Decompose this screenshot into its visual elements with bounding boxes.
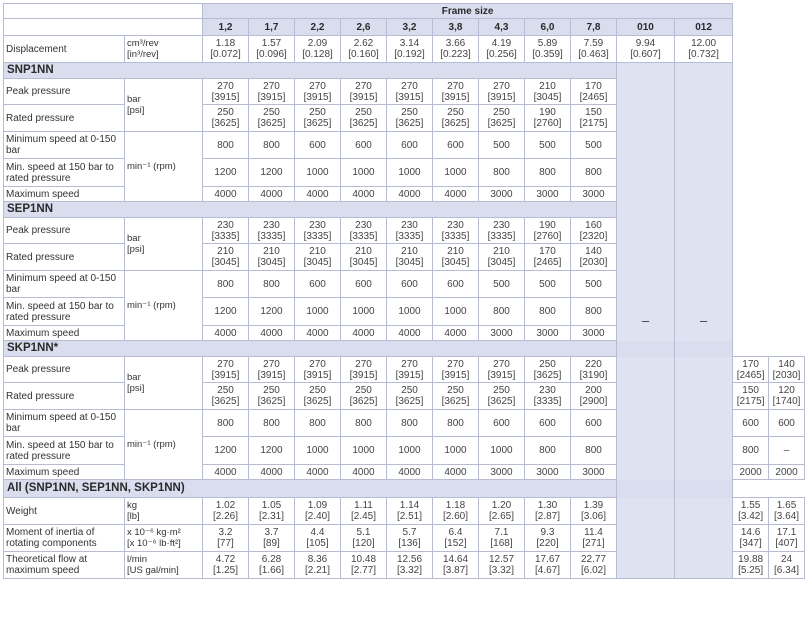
value-cell: 800	[203, 132, 249, 159]
value-cell: 3.14 [0.192]	[387, 36, 433, 63]
value-cell: 4.72 [1.25]	[203, 552, 249, 579]
value-cell: 1200	[249, 437, 295, 465]
row-label: Minimum speed at 0-150 bar	[4, 132, 125, 159]
table-row	[4, 341, 805, 357]
value-cell: 4000	[203, 326, 249, 341]
value-cell: 800	[249, 271, 295, 298]
frame-size-010: 010	[617, 19, 675, 36]
value-cell: 24 [6.34]	[769, 552, 805, 579]
value-cell: 230 [3335]	[525, 383, 571, 410]
row-label: Theoretical flow at maximum speed	[4, 552, 125, 579]
table-row	[4, 36, 805, 63]
row-label: Maximum speed	[4, 465, 125, 480]
row-label: Weight	[4, 498, 125, 525]
unit-pressure: bar [psi]	[125, 79, 203, 132]
value-cell: 8.36 [2.21]	[295, 552, 341, 579]
frame-size-7-8: 7,8	[571, 19, 617, 36]
value-cell: 220 [3190]	[571, 357, 617, 383]
value-cell: 600	[387, 132, 433, 159]
value-cell: 270 [3915]	[479, 357, 525, 383]
value-cell: 150 [2175]	[571, 105, 617, 132]
value-cell: 170 [2465]	[525, 244, 571, 271]
value-cell: 17.1 [407]	[769, 525, 805, 552]
row-label: Min. speed at 150 bar to rated pressure	[4, 298, 125, 326]
value-cell: 1200	[203, 159, 249, 187]
value-cell: 210 [3045]	[433, 244, 479, 271]
row-label: Maximum speed	[4, 326, 125, 341]
header-blank	[4, 4, 203, 19]
value-cell: 800	[341, 410, 387, 437]
value-cell: 1.09 [2.40]	[295, 498, 341, 525]
value-cell: 1000	[295, 298, 341, 326]
value-cell: 3000	[525, 465, 571, 480]
frame-size-1-2: 1,2	[203, 19, 249, 36]
value-cell: 500	[525, 132, 571, 159]
value-cell: 140 [2030]	[769, 357, 805, 383]
value-cell: 1.18 [2.60]	[433, 498, 479, 525]
value-cell: 4.19 [0.256]	[479, 36, 525, 63]
value-cell: 9.3 [220]	[525, 525, 571, 552]
value-cell: 1200	[249, 298, 295, 326]
frame-size-3-8: 3,8	[433, 19, 479, 36]
value-cell: 800	[733, 437, 769, 465]
value-cell: 1000	[433, 159, 479, 187]
value-cell: 800	[479, 159, 525, 187]
value-cell: 1000	[295, 159, 341, 187]
value-cell: 800	[525, 437, 571, 465]
value-cell: 12.56 [3.32]	[387, 552, 433, 579]
value-cell: 170 [2465]	[571, 79, 617, 105]
value-cell: 4000	[433, 465, 479, 480]
value-cell: 7.1 [168]	[479, 525, 525, 552]
value-cell: 800	[571, 298, 617, 326]
section-title: SEP1NN	[4, 202, 617, 218]
value-cell: 210 [3045]	[249, 244, 295, 271]
value-cell: 140 [2030]	[571, 244, 617, 271]
row-label: Maximum speed	[4, 187, 125, 202]
value-cell: 1.57 [0.096]	[249, 36, 295, 63]
section-title: SKP1NN*	[4, 341, 733, 357]
value-cell: 1000	[295, 437, 341, 465]
value-cell: 5.1 [120]	[341, 525, 387, 552]
frame-size-2-2: 2,2	[295, 19, 341, 36]
value-cell: 4000	[341, 465, 387, 480]
value-cell: 2000	[733, 465, 769, 480]
value-cell: 800	[479, 298, 525, 326]
value-cell: 120 [1740]	[769, 383, 805, 410]
value-cell: 210 [3045]	[525, 79, 571, 105]
value-cell: 1000	[387, 437, 433, 465]
value-cell: 3.2 [77]	[203, 525, 249, 552]
value-cell: 1000	[387, 298, 433, 326]
value-cell: 200 [2900]	[571, 383, 617, 410]
value-cell: 270 [3915]	[249, 79, 295, 105]
value-cell: 600	[341, 132, 387, 159]
header-blank	[4, 19, 203, 36]
value-cell: 600	[733, 410, 769, 437]
value-cell: 800	[571, 159, 617, 187]
value-cell: 4000	[387, 465, 433, 480]
value-cell: 4000	[341, 187, 387, 202]
table-row	[4, 19, 805, 36]
value-cell: 3000	[571, 326, 617, 341]
value-cell: 2000	[769, 465, 805, 480]
value-cell: 500	[571, 271, 617, 298]
value-cell: 230 [3335]	[387, 218, 433, 244]
value-cell: 3000	[571, 187, 617, 202]
value-cell: 210 [3045]	[387, 244, 433, 271]
unit-speed: min⁻¹ (rpm)	[125, 132, 203, 202]
value-cell: 250 [3625]	[203, 383, 249, 410]
value-cell: 270 [3915]	[387, 357, 433, 383]
value-cell: 210 [3045]	[479, 244, 525, 271]
value-cell: 14.6 [347]	[733, 525, 769, 552]
value-cell: 250 [3625]	[525, 357, 571, 383]
table-row	[4, 480, 805, 498]
value-cell: 500	[571, 132, 617, 159]
value-cell: 2.62 [0.160]	[341, 36, 387, 63]
unit-speed: min⁻¹ (rpm)	[125, 410, 203, 480]
value-cell: 1200	[203, 298, 249, 326]
value-cell: 800	[249, 410, 295, 437]
value-cell: 14.64 [3.87]	[433, 552, 479, 579]
unavailable-cell-012: –	[675, 63, 733, 579]
frame-size-4-3: 4,3	[479, 19, 525, 36]
section-title: SNP1NN	[4, 63, 617, 79]
value-cell: 230 [3335]	[433, 218, 479, 244]
value-cell: 4000	[433, 187, 479, 202]
value-cell: 12.57 [3.32]	[479, 552, 525, 579]
value-cell: 5.7 [136]	[387, 525, 433, 552]
frame-size-2-6: 2,6	[341, 19, 387, 36]
value-cell: 600	[341, 271, 387, 298]
value-cell: 22.77 [6.02]	[571, 552, 617, 579]
value-cell: 1.55 [3.42]	[733, 498, 769, 525]
value-cell: 250 [3625]	[341, 105, 387, 132]
value-cell: 170 [2465]	[733, 357, 769, 383]
section-title: All (SNP1NN, SEP1NN, SKP1NN)	[4, 480, 733, 498]
unavailable-cell-010: –	[617, 63, 675, 579]
value-cell: 3000	[571, 465, 617, 480]
value-cell: 1000	[433, 437, 479, 465]
value-cell: 4000	[249, 187, 295, 202]
value-cell: 160 [2320]	[571, 218, 617, 244]
row-label: Peak pressure	[4, 79, 125, 105]
value-cell: 270 [3915]	[479, 79, 525, 105]
value-cell: 270 [3915]	[341, 79, 387, 105]
value-cell: 4000	[341, 326, 387, 341]
value-cell: 600	[295, 271, 341, 298]
value-cell: 17.67 [4.67]	[525, 552, 571, 579]
unit-pressure: bar [psi]	[125, 218, 203, 271]
value-cell: 4000	[249, 465, 295, 480]
value-cell: 1200	[203, 437, 249, 465]
value-cell: 1000	[433, 298, 479, 326]
value-cell: 4000	[295, 465, 341, 480]
value-cell: 250 [3625]	[433, 105, 479, 132]
value-cell: 12.00 [0.732]	[675, 36, 733, 63]
unit-cell: l/min [US gal/min]	[125, 552, 203, 579]
value-cell: 230 [3335]	[295, 218, 341, 244]
value-cell: 250 [3625]	[387, 105, 433, 132]
value-cell: 6.4 [152]	[433, 525, 479, 552]
value-cell: 4000	[203, 187, 249, 202]
value-cell: 1.30 [2.87]	[525, 498, 571, 525]
row-label: Peak pressure	[4, 218, 125, 244]
value-cell: 600	[433, 271, 479, 298]
row-label: Rated pressure	[4, 244, 125, 271]
row-label: Rated pressure	[4, 383, 125, 410]
value-cell: 250 [3625]	[341, 383, 387, 410]
value-cell: 2.09 [0.128]	[295, 36, 341, 63]
value-cell: 270 [3915]	[249, 357, 295, 383]
value-cell: 1.20 [2.65]	[479, 498, 525, 525]
value-cell: 190 [2760]	[525, 218, 571, 244]
value-cell: 4000	[295, 187, 341, 202]
value-cell: 270 [3915]	[295, 357, 341, 383]
value-cell: 9.94 [0.607]	[617, 36, 675, 63]
frame-size-1-7: 1,7	[249, 19, 295, 36]
value-cell: 270 [3915]	[295, 79, 341, 105]
frame-size-3-2: 3,2	[387, 19, 433, 36]
value-cell: 3.7 [89]	[249, 525, 295, 552]
value-cell: 800	[203, 410, 249, 437]
value-cell: –	[769, 437, 805, 465]
row-label: Peak pressure	[4, 357, 125, 383]
value-cell: 600	[571, 410, 617, 437]
value-cell: 1000	[479, 437, 525, 465]
row-label: Minimum speed at 0-150 bar	[4, 271, 125, 298]
value-cell: 1200	[249, 159, 295, 187]
value-cell: 230 [3335]	[249, 218, 295, 244]
unit-displacement: cm³/rev [in³/rev]	[125, 36, 203, 63]
value-cell: 1000	[341, 298, 387, 326]
value-cell: 230 [3335]	[203, 218, 249, 244]
value-cell: 250 [3625]	[249, 105, 295, 132]
value-cell: 250 [3625]	[387, 383, 433, 410]
value-cell: 230 [3335]	[479, 218, 525, 244]
row-label: Rated pressure	[4, 105, 125, 132]
value-cell: 250 [3625]	[295, 383, 341, 410]
value-cell: 210 [3045]	[295, 244, 341, 271]
frame-size-6-0: 6,0	[525, 19, 571, 36]
value-cell: 4000	[387, 187, 433, 202]
value-cell: 4000	[295, 326, 341, 341]
value-cell: 1.05 [2.31]	[249, 498, 295, 525]
unit-cell: kg [lb]	[125, 498, 203, 525]
unit-cell: x 10⁻⁶ kg·m² [x 10⁻⁶ lb·ft²]	[125, 525, 203, 552]
value-cell: 270 [3915]	[433, 79, 479, 105]
unit-speed: min⁻¹ (rpm)	[125, 271, 203, 341]
value-cell: 11.4 [271]	[571, 525, 617, 552]
value-cell: 250 [3625]	[203, 105, 249, 132]
table-row	[4, 63, 805, 79]
value-cell: 800	[433, 410, 479, 437]
value-cell: 500	[479, 132, 525, 159]
value-cell: 500	[525, 271, 571, 298]
value-cell: 210 [3045]	[203, 244, 249, 271]
value-cell: 800	[525, 298, 571, 326]
value-cell: 230 [3335]	[341, 218, 387, 244]
value-cell: 1000	[341, 437, 387, 465]
row-label: Minimum speed at 0-150 bar	[4, 410, 125, 437]
value-cell: 600	[433, 132, 479, 159]
value-cell: 270 [3915]	[203, 79, 249, 105]
value-cell: 3000	[525, 187, 571, 202]
row-label: Min. speed at 150 bar to rated pressure	[4, 437, 125, 465]
value-cell: 600	[769, 410, 805, 437]
value-cell: 270 [3915]	[341, 357, 387, 383]
value-cell: 250 [3625]	[479, 383, 525, 410]
value-cell: 600	[295, 132, 341, 159]
value-cell: 5.89 [0.359]	[525, 36, 571, 63]
row-label-displacement: Displacement	[4, 36, 125, 63]
value-cell: 800	[525, 159, 571, 187]
value-cell: 3000	[479, 326, 525, 341]
value-cell: 1.11 [2.45]	[341, 498, 387, 525]
value-cell: 4000	[387, 326, 433, 341]
value-cell: 250 [3625]	[479, 105, 525, 132]
value-cell: 1.14 [2.51]	[387, 498, 433, 525]
value-cell: 1.39 [3.06]	[571, 498, 617, 525]
value-cell: 3.66 [0.223]	[433, 36, 479, 63]
value-cell: 3000	[479, 187, 525, 202]
value-cell: 7.59 [0.463]	[571, 36, 617, 63]
value-cell: 270 [3915]	[387, 79, 433, 105]
value-cell: 800	[249, 132, 295, 159]
value-cell: 500	[479, 271, 525, 298]
table-row	[4, 4, 805, 19]
value-cell: 19.88 [5.25]	[733, 552, 769, 579]
unit-pressure: bar [psi]	[125, 357, 203, 410]
value-cell: 1.18 [0.072]	[203, 36, 249, 63]
frame-size-header: Frame size	[203, 4, 733, 19]
value-cell: 600	[525, 410, 571, 437]
value-cell: 4000	[203, 465, 249, 480]
row-label: Min. speed at 150 bar to rated pressure	[4, 159, 125, 187]
value-cell: 800	[387, 410, 433, 437]
value-cell: 3000	[479, 465, 525, 480]
value-cell: 1000	[341, 159, 387, 187]
value-cell: 6.28 [1.66]	[249, 552, 295, 579]
specification-table	[3, 3, 805, 579]
value-cell: 800	[295, 410, 341, 437]
value-cell: 600	[479, 410, 525, 437]
value-cell: 270 [3915]	[433, 357, 479, 383]
value-cell: 10.48 [2.77]	[341, 552, 387, 579]
value-cell: 270 [3915]	[203, 357, 249, 383]
value-cell: 3000	[525, 326, 571, 341]
row-label: Moment of inertia of rotating components	[4, 525, 125, 552]
value-cell: 150 [2175]	[733, 383, 769, 410]
value-cell: 190 [2760]	[525, 105, 571, 132]
value-cell: 1.65 [3.64]	[769, 498, 805, 525]
frame-size-012: 012	[675, 19, 733, 36]
value-cell: 4.4 [105]	[295, 525, 341, 552]
value-cell: 250 [3625]	[249, 383, 295, 410]
value-cell: 250 [3625]	[295, 105, 341, 132]
value-cell: 800	[571, 437, 617, 465]
value-cell: 4000	[249, 326, 295, 341]
value-cell: 210 [3045]	[341, 244, 387, 271]
value-cell: 1000	[387, 159, 433, 187]
value-cell: 4000	[433, 326, 479, 341]
value-cell: 250 [3625]	[433, 383, 479, 410]
value-cell: 800	[203, 271, 249, 298]
value-cell: 1.02 [2.26]	[203, 498, 249, 525]
value-cell: 600	[387, 271, 433, 298]
